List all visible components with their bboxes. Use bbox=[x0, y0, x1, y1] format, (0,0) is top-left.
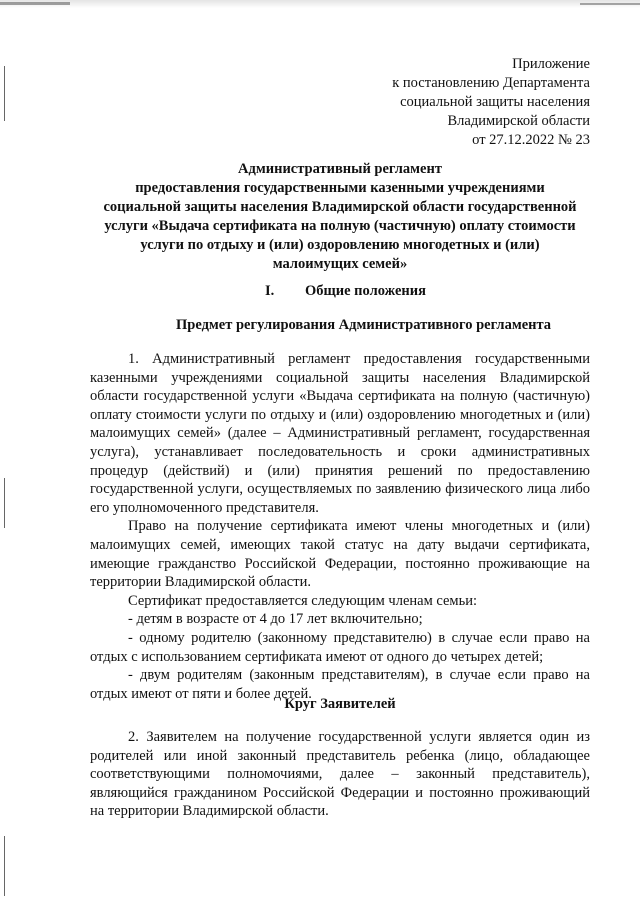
section-name: Общие положения bbox=[305, 283, 426, 299]
list-item: - одному родителю (законному представителю) в случае если право на отдых с использованием сертификата имеют от одного до четырех детей; bbox=[90, 629, 590, 665]
paragraph: Право на получение сертификата имеют члены многодетных и (или) малоимущих семей, имеющих такой статус на дату выдачи сертификата, имеющие гражданство Российской Федерации, постоянно проживающие на территории Владимирской области. bbox=[90, 518, 590, 591]
scan-artifact-right bbox=[580, 3, 640, 5]
paragraph: 1. Административный регламент предоставления государственными казенными учреждениями социальной защиты населения Владимирской области государственной услуги «Выдача сертификата на полную (частичную) оплату стоимости услуги по отдыху и (или) оздоровлению многодетных и (или) малоимущих семей» (далее – Административный регламент, государственная услуга), устанавливает последовательность и сроки административных процедур (действий) и (или) принятия решений по предоставлению государственной услуги, осуществляемых по заявлению физического лица либо его уполномоченного представителя. bbox=[90, 351, 590, 516]
title-line: предоставления государственными казенными учреждениями bbox=[135, 180, 545, 196]
subheading-subject: Предмет регулирования Административного регламента bbox=[176, 317, 552, 333]
title-line: услуги «Выдача сертификата на полную (частичную) оплату стоимости bbox=[104, 218, 576, 234]
scan-artifact-left bbox=[0, 2, 70, 5]
section-number: I. bbox=[265, 283, 275, 299]
paragraph: Сертификат предоставляется следующим членам семьи: bbox=[128, 592, 477, 609]
appendix-line: Приложение bbox=[512, 56, 590, 72]
scan-top-edge bbox=[0, 0, 640, 8]
appendix-line: социальной защиты населения bbox=[400, 94, 590, 110]
scan-edge-line bbox=[4, 66, 5, 121]
document-title bbox=[90, 160, 590, 274]
scan-edge-line bbox=[4, 478, 5, 528]
title-line: социальной защиты населения Владимирской области государственной bbox=[103, 199, 577, 215]
appendix-line: от 27.12.2022 № 23 bbox=[472, 132, 590, 148]
body-text-block bbox=[90, 728, 590, 821]
paragraph: 2. Заявителем на получение государственной услуги является один из родителей или иной законный представитель ребенка (лицо, обладающее соответствующими полномочиями, далее – законный представитель), являющийся гражданином Российской Федерации и постоянно проживающий на территории Владимирской области. bbox=[90, 729, 590, 820]
title-line: Административный регламент bbox=[238, 161, 442, 177]
title-line: услуги по отдыху и (или) оздоровлению многодетных и (или) bbox=[140, 237, 540, 253]
subheading-applicants: Круг Заявителей bbox=[284, 696, 396, 712]
appendix-line: к постановлению Департамента bbox=[392, 75, 590, 91]
scan-edge-line bbox=[4, 836, 5, 896]
list-item: - детям в возрасте от 4 до 17 лет включительно; bbox=[128, 611, 423, 628]
body-text-block bbox=[90, 350, 590, 703]
list-item: - двум родителям (законным представителям), в случае если право на отдых имеют от пяти и более детей. bbox=[90, 667, 590, 702]
title-line: малоимущих семей» bbox=[272, 256, 408, 272]
appendix-line: Владимирской области bbox=[447, 113, 590, 129]
appendix-block bbox=[330, 55, 590, 150]
